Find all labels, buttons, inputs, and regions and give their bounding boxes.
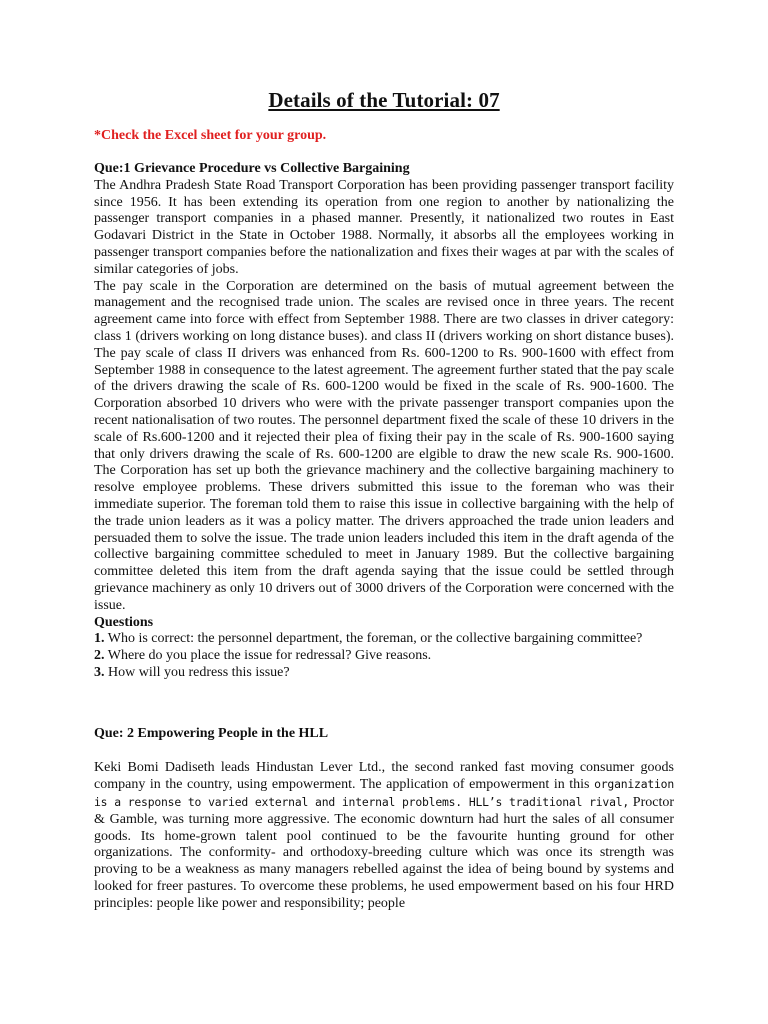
question-2 [94,648,674,665]
question-3-number: 3. [94,664,105,680]
q2-text-b: organization is a response to varied external and internal problems. HLL’s traditional rival, [94,777,674,810]
question-2-number: 2. [94,648,105,664]
q2-title: Que: 2 Empowering People in the HLL [94,725,329,741]
question-1-text: Who is correct: the personnel department, the foreman, or the collective bargaining committee? [104,631,643,647]
q1-title: Que:1 Grievance Procedure vs Collective Bargaining [94,161,410,176]
page-title: Details of the Tutorial: 07 [268,88,500,112]
question-2-text: Where do you place the issue for redressal? Give reasons. [104,648,432,664]
question-1 [94,631,674,648]
question-1-number: 1. [94,631,105,647]
section-spacer [94,682,674,726]
q2-text-a: Keki Bomi Dadiseth leads Hindustan Lever Ltd., the second ranked fast moving consumer goods company in the country, using empowerment. The application of empowerment in this [94,759,674,793]
q2-text-c: Proctor & Gamble, was turning more aggressive. The economic downturn had hurt the sales of all consumer goods. Its home-grown talent pool continued to be the favourite hunting ground for other organizations. The conformity- and orthodoxy-breeding culture which was once its strength was proving to be a weakness as many managers rebelled against the idea of being bound by systems and looked for freer pastures. To overcome these problems, he used empowerment based on his four HRD principles: people like power and responsibility; people [94,795,674,911]
q1-paragraph-2: The pay scale in the Corporation are determined on the basis of mutual agreement between the management and the recognised trade union. The scales are revised once in three years. The recent agreement came into force with effect from September 1988. There are two classes in driver category: class 1 (drivers working on long distance buses). and class II (drivers working on short distance buses). The pay scale of class II drivers was enhanced from Rs. 600-1200 to Rs. 900-1600 with effect from September 1988 in consequence to the latest agreement. The agreement further stated that the pay scale of the drivers drawing the scale of Rs. 600-1200 would be fixed in the scale of Rs. 900-1600. The Corporation absorbed 10 drivers who were with the private passenger transport companies upon the recent nationalisation of two routes. The personnel department fixed the scale of these 10 drivers in the scale of Rs.600-1200 and it rejected their plea of fixing their pay in the scale of Rs. 900-1600 saying that only drivers drawing the scale of Rs. 600-1200 are elgible to draw the new scale Rs. 900-1600. The Corporation has set up both the grievance machinery and the collective bargaining machinery to resolve employee problems. These drivers submitted this issue to the foreman who was their immediate superior. The foreman told them to raise this issue in collective bargaining with the help of the trade union leaders as it was a policy matter. The drivers approached the trade union leaders and persuaded them to solve the issue. The trade union leaders included this item in the draft agenda of the collective bargaining committee scheduled to meet in January 1989. But the collective bargaining committee deleted this item from the draft agenda saying that the issue could be settled through grievance machinery as only 10 drivers out of 3000 drivers of the Corporation were concerned with the issue. [94,278,674,613]
question-3-text: How will you redress this issue? [104,664,290,680]
question-3 [94,665,674,682]
q2-paragraph [94,760,674,913]
q1-paragraph-1: The Andhra Pradesh State Road Transport Corporation has been providing passenger transport facility since 1956. It has been extending its operation from one region to another by nationalizing the passenger transport companies in a phased manner. Presently, it nationalized two routes in East Godavari District in the State in October 1988. Normally, it absorbs all the employees working in passenger transport companies before the nationalization and fixes their wages at par with the scales of similar categories of jobs. [94,177,674,277]
questions-heading: Questions [94,614,154,630]
title-spacer [94,743,674,760]
excel-note: *Check the Excel sheet for your group. [94,128,327,143]
